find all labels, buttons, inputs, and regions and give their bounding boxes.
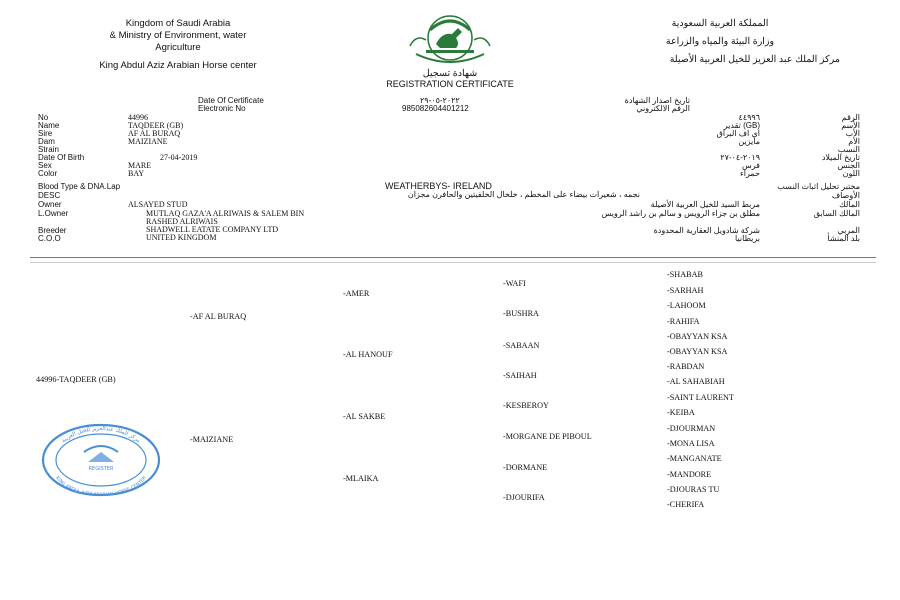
strain-label: Strain <box>38 145 59 154</box>
cert-title-ar: شهادة تسجيل <box>422 68 478 79</box>
header-ar-line-1: المملكة العربية السعودية <box>671 18 769 29</box>
header-en-center: King Abdul Aziz Arabian Horse center <box>99 60 257 71</box>
pedigree-gen2-0: -AMER <box>343 289 370 298</box>
dob-ar-value: ٢٠١٩-٠٤-٢٧ <box>720 153 760 162</box>
lowner-value-1: MUTLAQ GAZA'A ALRIWAIS & SALEM BIN <box>146 209 305 218</box>
cert-title-en: REGISTRATION CERTIFICATE <box>386 79 514 89</box>
pedigree-gen4-13: -MANDORE <box>667 470 712 479</box>
no-label: No <box>38 113 49 122</box>
registration-stamp-icon <box>40 422 162 498</box>
color-ar-value: حمراء <box>740 169 760 178</box>
dob-label: Date Of Birth <box>38 153 85 162</box>
breeder-value: SHADWELL EATATE COMPANY LTD <box>146 225 279 234</box>
pedigree-gen4-0: -SHABAB <box>667 270 703 279</box>
pedigree-gen4-6: -RABDAN <box>667 362 705 371</box>
pedigree-gen4-11: -MONA LISA <box>667 439 715 448</box>
no-ar-label: الرقم <box>841 113 860 122</box>
coo-ar-label: بلد المنشأ <box>827 234 860 243</box>
header-en-block <box>58 18 298 72</box>
sex-value: MARE <box>128 161 152 170</box>
color-value: BAY <box>128 169 145 178</box>
header-en-line-1: Kingdom of Saudi Arabia <box>125 18 231 29</box>
sex-ar-label: الجنس <box>837 161 860 170</box>
pedigree-gen3-6: -DORMANE <box>503 463 548 472</box>
breeder-ar-label: المربي <box>837 226 860 235</box>
date-value: ٢٠٢٢-٠٥-٢٩ <box>420 96 460 105</box>
pedigree-gen3-4: -KESBEROY <box>503 401 549 410</box>
stamp-text-bottom: KING ABDUL AZIZ ARABIAN HORSE CENTER <box>54 475 148 498</box>
lowner-ar-label: المالك السابق <box>813 209 860 218</box>
lowner-value-2: RASHED ALRIWAIS <box>146 217 218 226</box>
elec-value: 985082604401212 <box>402 104 469 113</box>
breeder-ar-value: شركة شادويل العقارية المحدودة <box>653 226 760 235</box>
lowner-ar-value: مطلق بن جزاء الرويس و سالم بن راشد الرويس <box>601 209 760 218</box>
coo-ar-value: بريطانيا <box>735 234 760 243</box>
owner-ar-value: مربط السيد للخيل العربية الأصيلة <box>650 200 760 209</box>
dob-ar-label: تاريخ الميلاد <box>821 153 860 162</box>
elec-label-ar: الرقم الالكتروني <box>636 104 690 113</box>
pedigree-gen4-8: -SAINT LAURENT <box>667 393 734 402</box>
sex-ar-value: فرس <box>741 161 760 170</box>
header-ar-center: مركز الملك عبد العزيز للخيل العربية الأصيلة <box>669 54 840 65</box>
desc-label: DESC <box>38 191 61 200</box>
sire-label: Sire <box>38 129 53 138</box>
header-ar-line-2: وزارة البيئة والمياه والزراعة <box>665 36 775 47</box>
pedigree-gen2-3: -MLAIKA <box>343 474 379 483</box>
name-ar-label: الأسم <box>841 121 860 130</box>
pedigree-gen4-9: -KEIBA <box>667 408 695 417</box>
color-ar-label: اللون <box>842 169 860 178</box>
divider-top <box>30 257 876 258</box>
date-label: Date Of Certificate <box>198 96 264 105</box>
stamp-inner-text: REGISTER <box>88 466 114 472</box>
coo-value: UNITED KINGDOM <box>146 233 217 242</box>
pedigree-gen1-0: -AF AL BURAQ <box>190 312 247 321</box>
pedigree-gen3-2: -SABAAN <box>503 341 540 350</box>
pedigree-gen3-1: -BUSHRA <box>503 309 539 318</box>
owner-ar-label: المالك <box>839 200 860 209</box>
coo-label: C.O.O <box>38 234 61 243</box>
header-en-line-2: & Ministry of Environment, water <box>109 30 247 41</box>
dob-value: 27-04-2019 <box>160 153 198 162</box>
desc-ar-value: نجمه ، شعيرات بيضاء على المخطم ، خلخال الخلفيتين والحافرن مجزان <box>407 190 640 199</box>
breeder-label: Breeder <box>38 226 67 235</box>
dam-ar-label: الأم <box>848 137 860 146</box>
pedigree-gen3-7: -DJOURIFA <box>503 493 545 502</box>
header-en-line-3: Agriculture <box>155 42 201 53</box>
sire-ar-label: الأب <box>845 129 860 138</box>
pedigree-gen4-5: -OBAYYAN KSA <box>667 347 728 356</box>
name-label: Name <box>38 121 60 130</box>
pedigree-gen3-3: -SAIHAH <box>503 371 537 380</box>
pedigree-subject: 44996-TAQDEER (GB) <box>36 375 116 384</box>
header-ar-block <box>600 18 840 66</box>
no-ar-value: ٤٤٩٩٦ <box>738 113 760 122</box>
pedigree-gen3-5: -MORGANE DE PIBOUL <box>503 432 592 441</box>
dam-ar-value: مايزين <box>738 137 760 146</box>
name-value: TAQDEER (GB) <box>128 121 184 130</box>
strain-ar-label: النسب <box>837 145 860 154</box>
pedigree-gen4-15: -CHERIFA <box>667 500 705 509</box>
pedigree-gen4-3: -RAHIFA <box>667 317 700 326</box>
blood-value: WEATHERBYS- IRELAND <box>385 181 492 191</box>
stamp-text-top: مركز الملك عبدالعزيز للخيل العربية <box>60 425 142 445</box>
blood-ar-label: مختبر تحليل اثبات النسب <box>777 182 860 191</box>
elec-label: Electronic No <box>198 104 246 113</box>
pedigree-gen4-7: -AL SAHABIAH <box>667 377 725 386</box>
date-label-ar: تاريخ اصدار الشهادة <box>624 96 690 105</box>
pedigree-gen4-10: -DJOURMAN <box>667 424 716 433</box>
pedigree-gen4-4: -OBAYYAN KSA <box>667 332 728 341</box>
divider-bottom <box>30 262 876 263</box>
pedigree-gen3-0: -WAFI <box>503 279 526 288</box>
pedigree-gen2-2: -AL SAKBE <box>343 412 386 421</box>
pedigree-gen1-1: -MAIZIANE <box>190 435 234 444</box>
lowner-label: L.Owner <box>38 209 69 218</box>
sire-value: AF AL BURAQ <box>128 129 181 138</box>
pedigree-gen2-1: -AL HANOUF <box>343 350 393 359</box>
name-ar-value: (GB) تقدير <box>723 121 760 130</box>
pedigree-gen4-14: -DJOURAS TU <box>667 485 720 494</box>
owner-label: Owner <box>38 200 62 209</box>
pedigree-gen4-12: -MANGANATE <box>667 454 722 463</box>
sex-label: Sex <box>38 161 52 170</box>
blood-label: Blood Type & DNA.Lap <box>38 182 121 191</box>
dam-value: MAIZIANE <box>128 137 168 146</box>
color-label: Color <box>38 169 58 178</box>
center-logo-icon <box>396 10 504 66</box>
pedigree-gen4-1: -SARHAH <box>667 286 704 295</box>
no-value: 44996 <box>128 113 148 122</box>
sire-ar-value: اي اف البراق <box>716 129 760 138</box>
dam-label: Dam <box>38 137 55 146</box>
owner-value: ALSAYED STUD <box>128 200 188 209</box>
desc-ar-label: الأوصاف <box>831 191 860 200</box>
pedigree-gen4-2: -LAHOOM <box>667 301 706 310</box>
